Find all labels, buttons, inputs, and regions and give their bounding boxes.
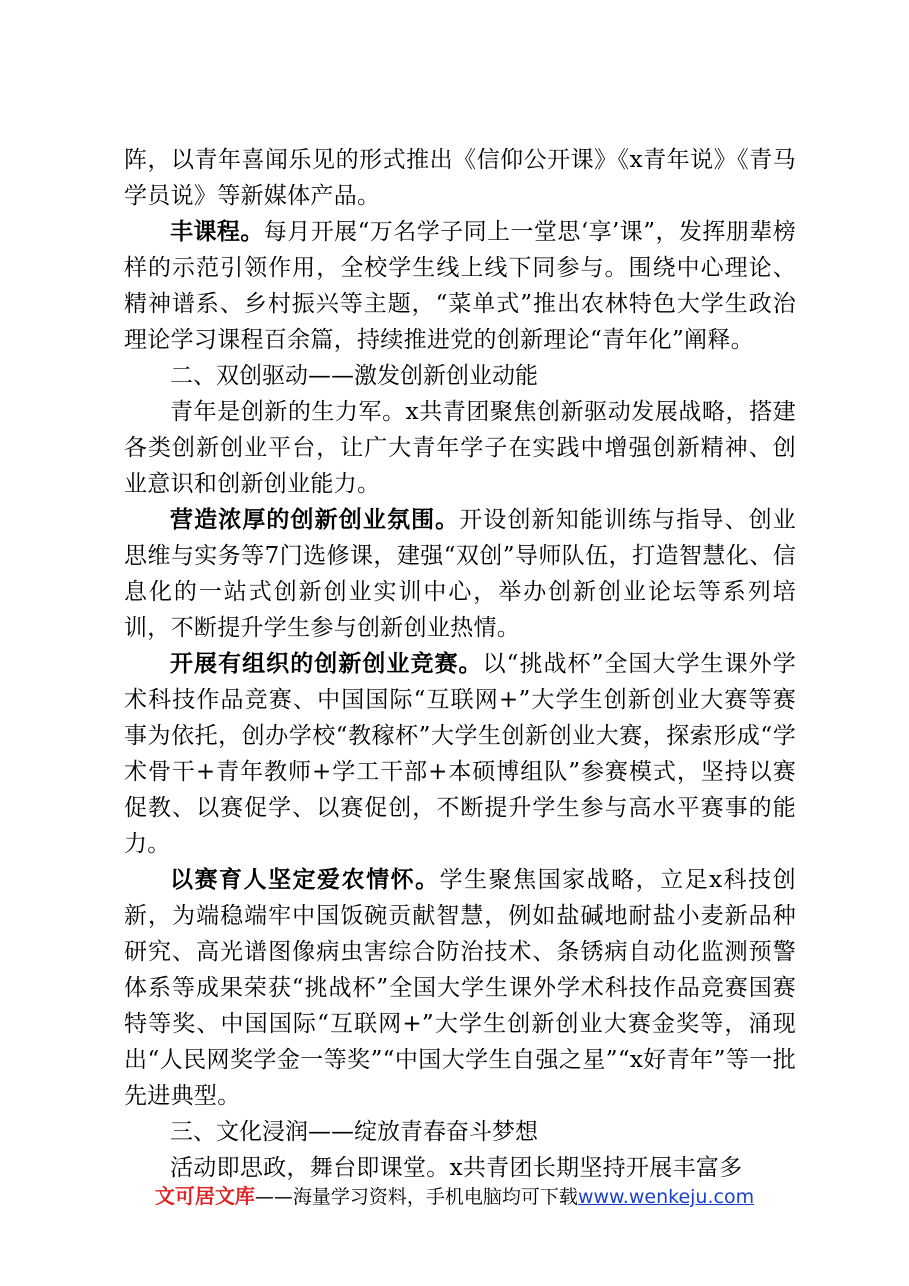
body-paragraph — [124, 862, 796, 1114]
paragraph-lead: 开展有组织的创新创业竞赛。 — [170, 650, 483, 677]
footer-site-link[interactable]: www.wenkeju.com — [577, 1186, 755, 1208]
document-body — [124, 142, 796, 1186]
paragraph-text: 活动即思政，舞台即课堂。x共青团长期坚持开展丰富多 — [170, 1155, 743, 1181]
footer-banner — [0, 1180, 909, 1209]
body-paragraph — [124, 394, 796, 502]
paragraph-text: 以“挑战杯”全国大学生课外学术科技作品竞赛、中国国际“互联网+”大学生创新创业大赛等赛事为依托，创办学校“教稼杯”大学生创新创业大赛，探索形成“学术骨干+青年教师+学工干部+本硕博组队”参赛模式，坚持以赛促教、以赛促学、以赛促创，不断提升学生参与高水平赛事的能力。 — [124, 651, 796, 857]
paragraph-text: 每月开展“万名学子同上一堂思‘享’课”，发挥朋辈榜样的示范引领作用，全校学生线上线下同参与。围绕中心理论、精神谱系、乡村振兴等主题，“菜单式”推出农林特色大学生政治理论学习课程百余篇，持续推进党的创新理论“青年化”阐释。 — [124, 219, 796, 353]
body-paragraph — [124, 502, 796, 646]
footer-brand: 文可居文库 — [154, 1184, 255, 1208]
paragraph-text: 阵，以青年喜闻乐见的形式推出《信仰公开课》《x青年说》《青马学员说》等新媒体产品。 — [124, 147, 796, 209]
paragraph-lead: 以赛育人坚定爱农情怀。 — [170, 866, 440, 893]
paragraph-text: 开设创新知能训练与指导、创业思维与实务等7门选修课，建强“双创”导师队伍，打造智慧化、信息化的一站式创新创业实训中心，举办创新创业论坛等系列培训，不断提升学生参与创新创业热情。 — [124, 507, 796, 641]
body-paragraph — [124, 646, 796, 862]
paragraph-lead: 丰课程。 — [170, 218, 264, 245]
section-heading: 三、文化浸润——绽放青春奋斗梦想 — [170, 1119, 538, 1145]
paragraph-lead: 营造浓厚的创新创业氛围。 — [170, 506, 460, 533]
paragraph-text: 学生聚焦国家战略，立足x科技创新，为端稳端牢中国饭碗贡献智慧，例如盐碱地耐盐小麦新品种研究、高光谱图像病虫害综合防治技术、条锈病自动化监测预警体系等成果荣获“挑战杯”全国大学生课外学术科技作品竞赛国赛特等奖、中国国际“互联网+”大学生创新创业大赛金奖等，涌现出“人民网奖学金一等奖”“中国大学生自强之星”“x好青年”等一批先进典型。 — [124, 867, 796, 1109]
body-paragraph — [124, 142, 796, 214]
body-paragraph — [124, 214, 796, 358]
paragraph-text: 青年是创新的生力军。x共青团聚焦创新驱动发展战略，搭建各类创新创业平台，让广大青年学子在实践中增强创新精神、创业意识和创新创业能力。 — [124, 399, 796, 497]
section-heading: 二、双创驱动——激发创新创业动能 — [170, 363, 538, 389]
footer-tagline: ——海量学习资料，手机电脑均可下载 — [254, 1186, 578, 1208]
